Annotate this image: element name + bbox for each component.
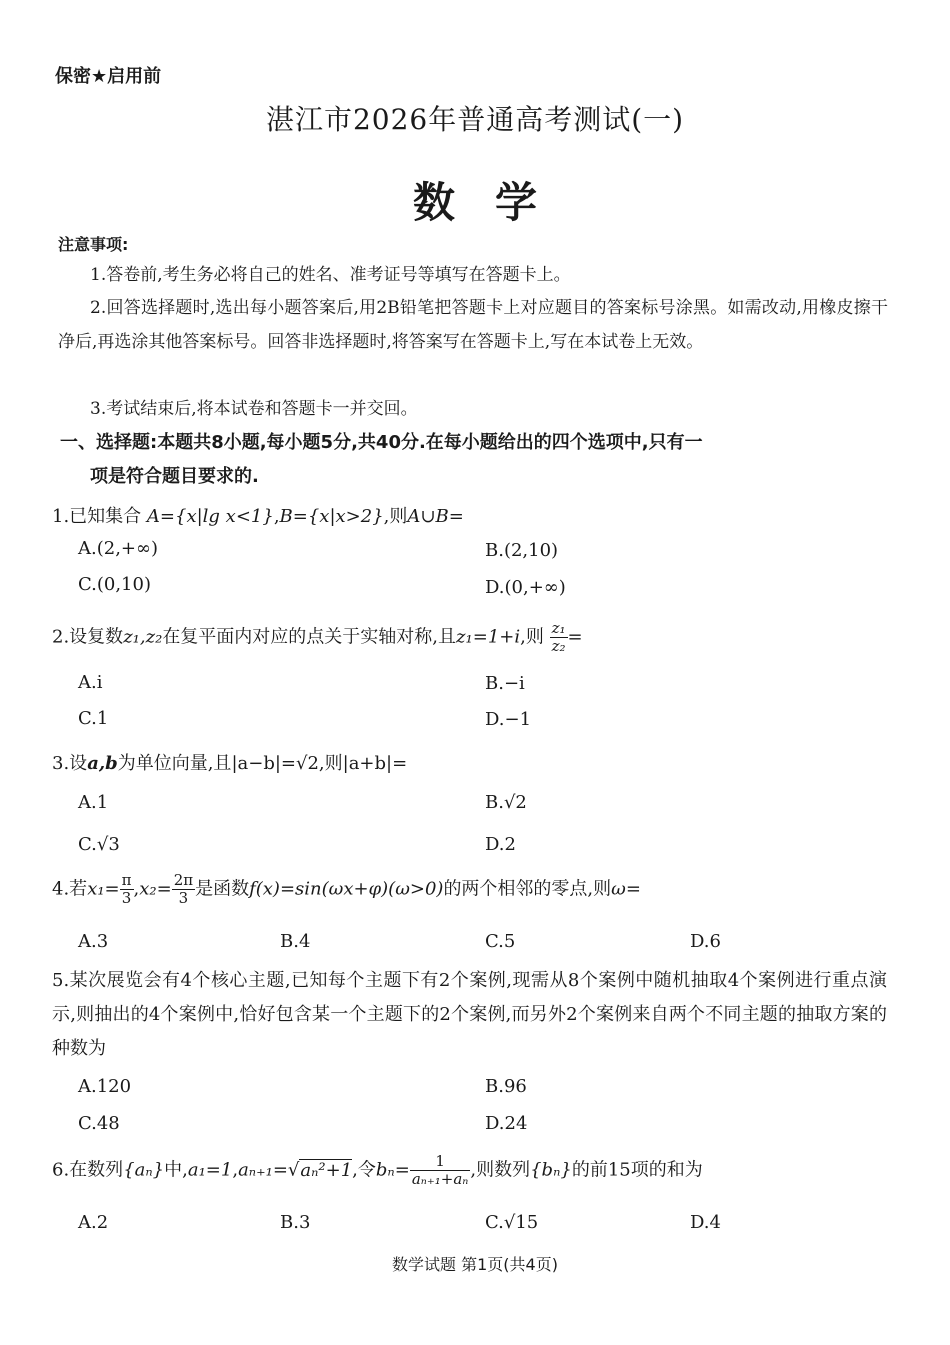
q3-option-d: D.2 bbox=[485, 834, 516, 855]
q6-mid: 中, bbox=[164, 1159, 188, 1181]
q4-func: f(x)=sin(ωx+φ)(ω>0) bbox=[249, 878, 444, 900]
q3-vecs: a,b bbox=[87, 753, 118, 774]
q6-option-c: C.√15 bbox=[485, 1212, 539, 1233]
q4-ask: ω= bbox=[611, 878, 641, 900]
q2-option-b: B.−i bbox=[485, 673, 525, 694]
q6-seq-b: {bₙ} bbox=[530, 1159, 572, 1181]
q6-cond2: aₙ₊₁= bbox=[238, 1159, 288, 1181]
question-1-stem: 1.已知集合 A={x|lg x<1},B={x|x>2},则A∪B= bbox=[52, 506, 464, 527]
q6-option-b: B.3 bbox=[280, 1212, 311, 1233]
q6-bn-fraction: $\frac{1}{\text{aₙ₊₁+aₙ}}$ bbox=[411, 1152, 469, 1188]
q3-cond: |a−b|=√2 bbox=[231, 753, 319, 774]
q4-option-d: D.6 bbox=[690, 931, 721, 952]
q4-x2: x₂= bbox=[139, 878, 172, 900]
section-heading-line1: 一、选择题:本题共8小题,每小题5分,共40分.在每小题给出的四个选项中,只有一 bbox=[60, 432, 703, 453]
q1-set-a: A={x|lg x<1} bbox=[146, 506, 274, 527]
q3-option-c: C.√3 bbox=[78, 834, 120, 855]
note-item-3: 3.考试结束后,将本试卷和答题卡一并交回。 bbox=[90, 399, 418, 419]
section-heading bbox=[60, 426, 890, 494]
question-2-stem bbox=[52, 620, 583, 655]
q4-mid: 是函数 bbox=[195, 878, 250, 900]
question-6-stem: 6.在数列{aₙ}中,a₁=1,aₙ₊₁=√aₙ²+1,令bₙ= $\frac{1}{\text{aₙ₊₁+aₙ}}$ ,则数列{bₙ}的前15项的和为 bbox=[52, 1152, 703, 1188]
q6-pre: 6.在数列 bbox=[52, 1159, 124, 1181]
q6-let: ,令 bbox=[352, 1159, 376, 1181]
subject-title: 数学 bbox=[412, 178, 577, 227]
q6-then: ,则数列 bbox=[470, 1159, 531, 1181]
q4-option-c: C.5 bbox=[485, 931, 516, 952]
q6-end: 的前15项的和为 bbox=[571, 1159, 703, 1181]
q2-option-c: C.1 bbox=[78, 708, 109, 729]
q4-x1: x₁= bbox=[87, 878, 120, 900]
q3-ask: |a+b|= bbox=[342, 753, 408, 774]
q1-pre: 1.已知集合 bbox=[52, 506, 142, 527]
q4-pre: 4.若 bbox=[52, 878, 88, 900]
q4-option-b: B.4 bbox=[280, 931, 311, 952]
section-heading-line2: 项是符合题目要求的. bbox=[90, 466, 259, 487]
q1-option-a: A.(2,+∞) bbox=[78, 538, 159, 559]
page-footer: 数学试题 第1页(共4页) bbox=[392, 1255, 558, 1274]
q1-ask: A∪B= bbox=[407, 506, 464, 527]
q2-mid: 在复平面内对应的点关于实轴对称,且 bbox=[162, 626, 457, 648]
q2-cond: z₁=1+i bbox=[456, 626, 521, 648]
q5-option-b: B.96 bbox=[485, 1076, 527, 1097]
q6-cond1: a₁=1 bbox=[187, 1159, 233, 1181]
q1-option-c: C.(0,10) bbox=[78, 574, 151, 595]
q1-option-d: D.(0,+∞) bbox=[485, 577, 566, 598]
q2-option-d: D.−1 bbox=[485, 709, 532, 730]
secret-label: 保密★启用前 bbox=[55, 66, 162, 87]
q6-bn: bₙ= bbox=[375, 1159, 410, 1181]
q6-radicand: aₙ²+1 bbox=[300, 1159, 353, 1181]
note-item-2: 2.回答选择题时,选出每小题答案后,用2B铅笔把答题卡上对应题目的答案标号涂黑。如需改动,用橡皮擦干净后,再选涂其他答案标号。回答非选择题时,将答案写在答题卡上,写在本试卷上无效。 bbox=[58, 298, 888, 352]
q4-post: 的两个相邻的零点,则 bbox=[443, 878, 612, 900]
q2-fraction: $\frac{\text{z₁}}{\text{z₂}}$ bbox=[551, 619, 566, 655]
question-4-stem: 4.若x₁= $\frac{\pi}{3}$ ,x₂= $\frac{2\pi}{3}$ 是函数f(x)=sin(ωx+φ)(ω>0)的两个相邻的零点,则ω= bbox=[52, 871, 641, 907]
q5-option-c: C.48 bbox=[78, 1113, 120, 1134]
q1-set-b: B={x|x>2} bbox=[279, 506, 384, 527]
q6-option-d: D.4 bbox=[690, 1212, 721, 1233]
q4-option-a: A.3 bbox=[78, 931, 109, 952]
question-5-stem: 5.某次展览会有4个核心主题,已知每个主题下有2个案例,现需从8个案例中随机抽取4个案例进行重点演示,则抽出的4个案例中,恰好包含某一个主题下的2个案例,而另外2个案例来自两个不同主题的抽取方案的种数为 bbox=[52, 970, 887, 1059]
note-item-1: 1.答卷前,考生务必将自己的姓名、准考证号等填写在答题卡上。 bbox=[90, 265, 571, 285]
q6-seq-a: {aₙ} bbox=[123, 1159, 165, 1181]
q2-vars: z₁,z₂ bbox=[123, 626, 163, 648]
notes-heading: 注意事项: bbox=[58, 235, 129, 254]
q6-option-a: A.2 bbox=[78, 1212, 109, 1233]
q4-x2-fraction: $\frac{2\pi}{3}$ bbox=[173, 871, 194, 907]
q5-option-d: D.24 bbox=[485, 1113, 528, 1134]
q1-option-b: B.(2,10) bbox=[485, 540, 559, 561]
q2-option-a: A.i bbox=[78, 672, 103, 693]
q3-option-a: A.1 bbox=[78, 792, 109, 813]
question-3-stem: 3.设a,b为单位向量,且|a−b|=√2,则|a+b|= bbox=[52, 753, 408, 774]
q3-mid: 为单位向量,且 bbox=[117, 753, 232, 774]
q4-x1-fraction: $\frac{\pi}{3}$ bbox=[121, 871, 132, 907]
q2-end: = bbox=[567, 626, 583, 648]
q2-pre: 2.设复数 bbox=[52, 626, 124, 648]
q3-pre: 3.设 bbox=[52, 753, 88, 774]
q3-option-b: B.√2 bbox=[485, 792, 527, 813]
q5-option-a: A.120 bbox=[78, 1076, 132, 1097]
q2-then: ,则 bbox=[520, 626, 544, 648]
exam-title: 湛江市2026年普通高考测试(一) bbox=[265, 103, 685, 136]
